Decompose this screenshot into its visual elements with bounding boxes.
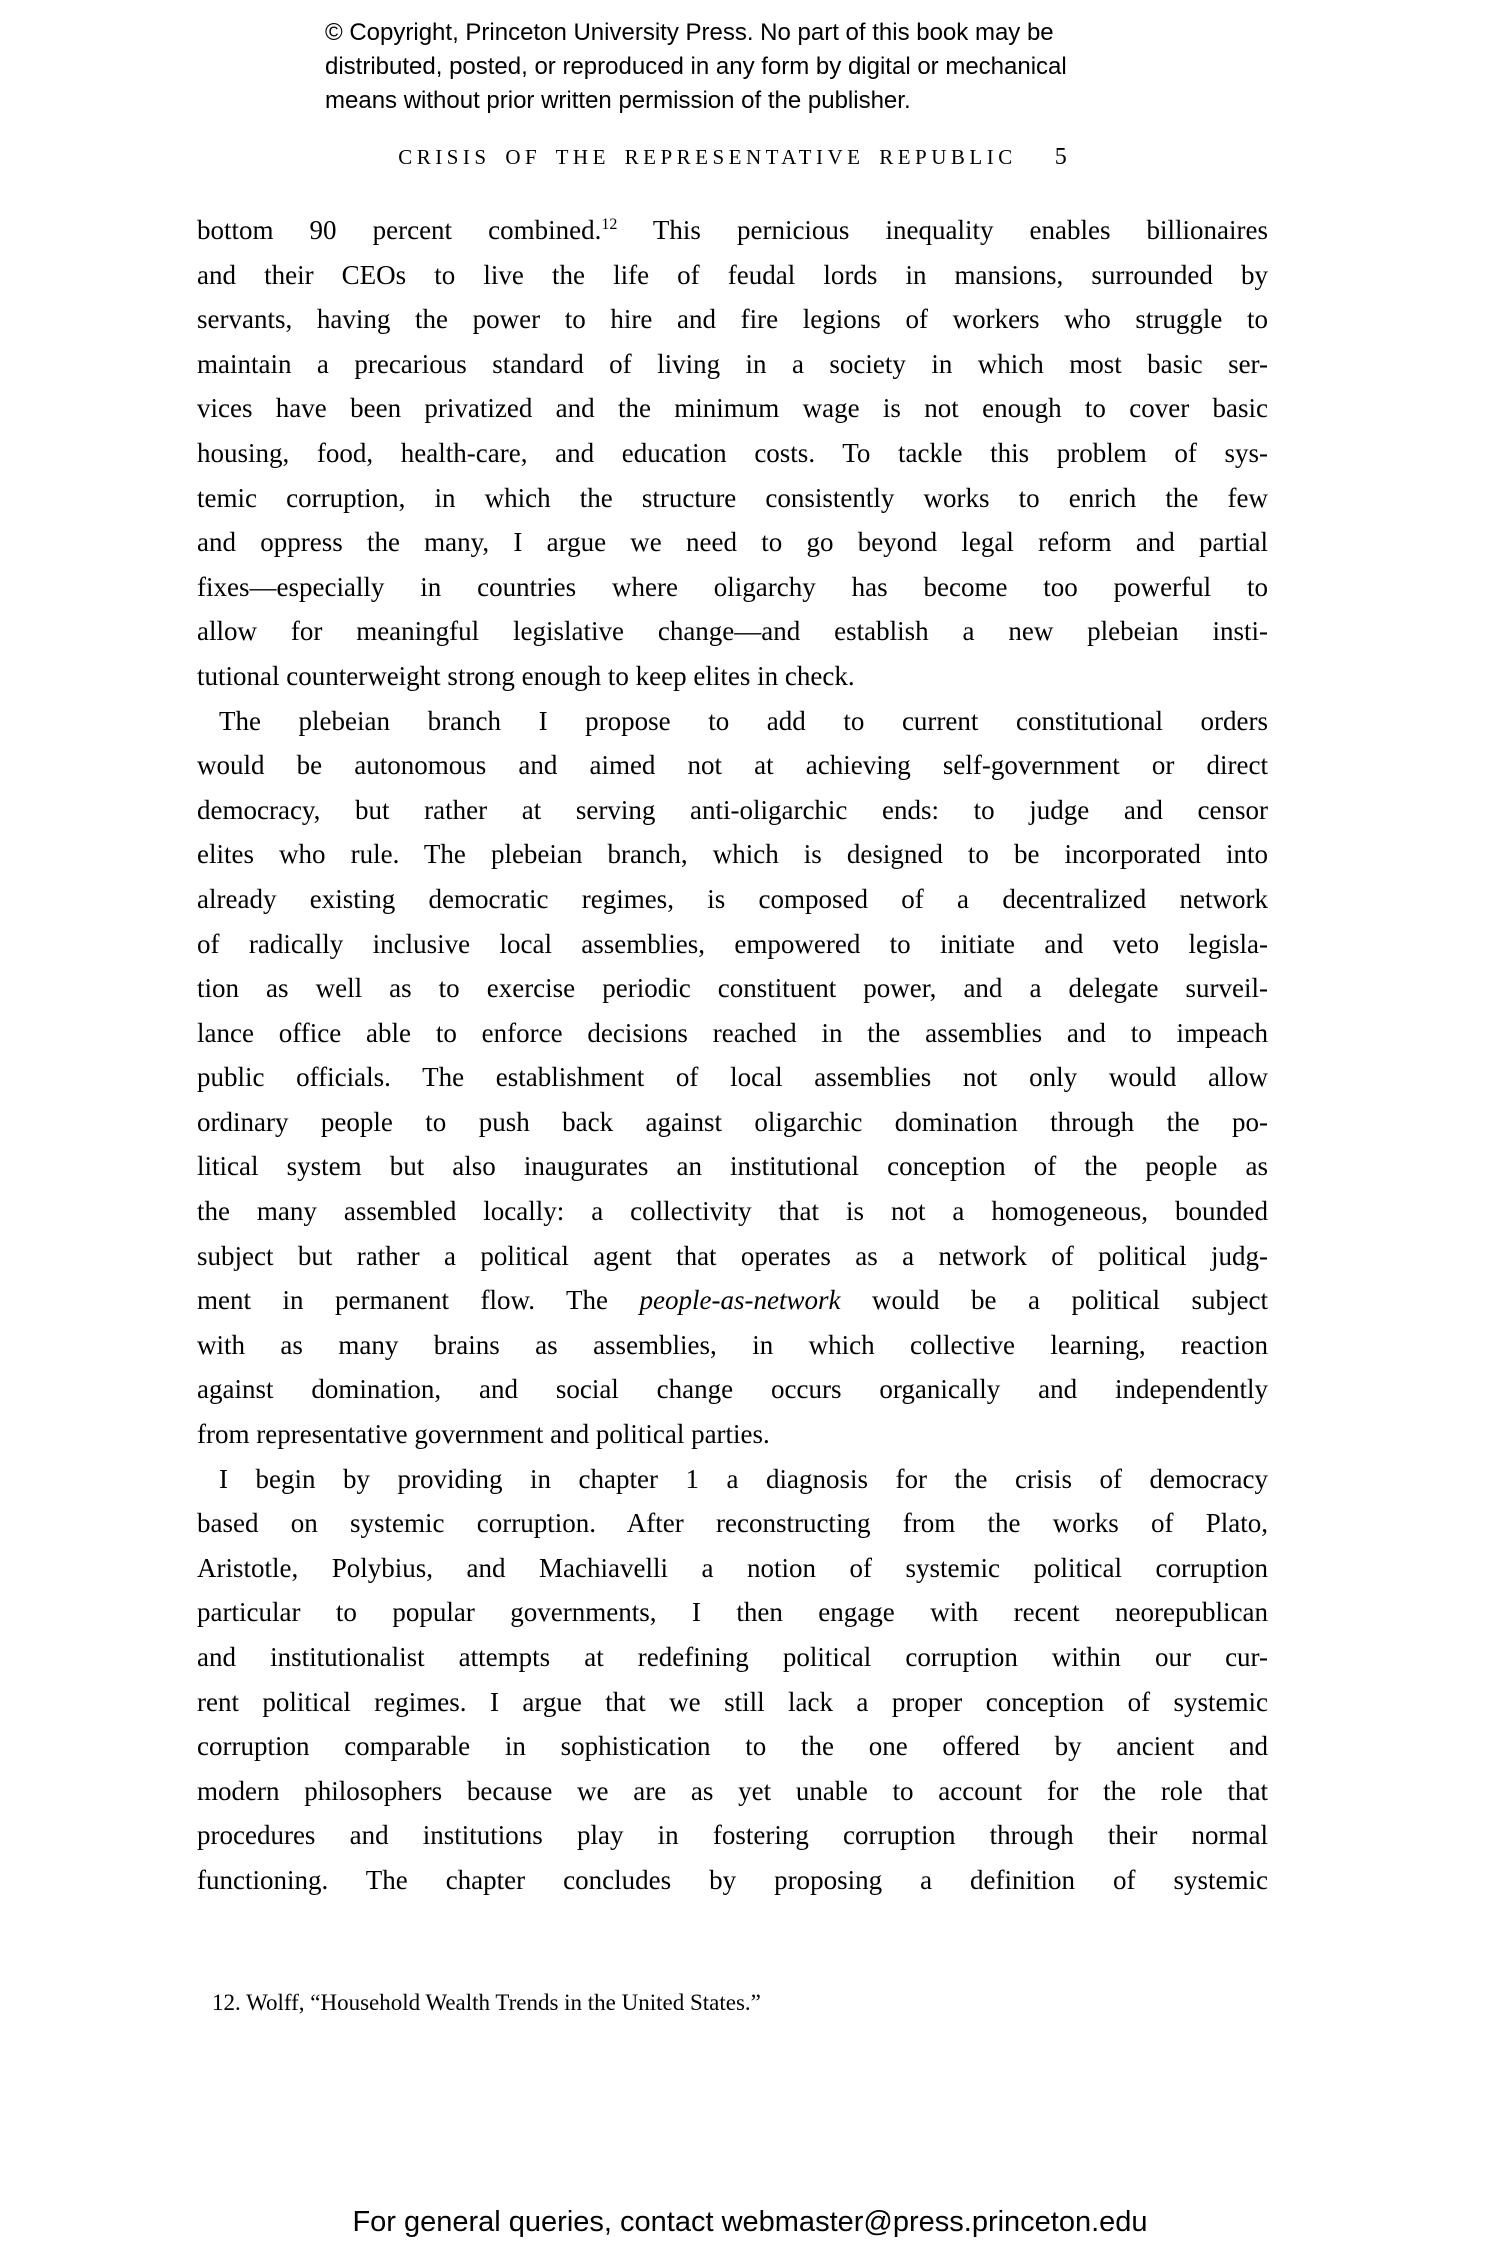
- text-line: and their CEOs to live the life of feudal lords in mansions, surrounded by: [197, 259, 1268, 290]
- paragraph: [197, 208, 1268, 699]
- text-line: © Copyright, Princeton University Press. No part of this book may be: [325, 19, 1054, 46]
- text-line: modern philosophers because we are as yet unable to account for the role that: [197, 1775, 1268, 1806]
- text-line: procedures and institutions play in fostering corruption through their normal: [197, 1820, 1268, 1851]
- text-line: I begin by providing in chapter 1 a diagnosis for the crisis of democracy: [219, 1463, 1268, 1494]
- text-line: vices have been privatized and the minimum wage is not enough to cover basic: [197, 393, 1268, 424]
- text-line: and institutionalist attempts at redefining political corruption within our cur-: [197, 1642, 1268, 1672]
- text-line: allow for meaningful legislative change—and establish a new plebeian insti-: [197, 616, 1268, 647]
- page-footer: [0, 2206, 1500, 2239]
- text-line: ment in permanent flow. The people-as-network would be a political subject: [197, 1285, 1268, 1316]
- text-line: lance office able to enforce decisions reached in the assemblies and to impeach: [197, 1017, 1268, 1048]
- paragraph: [197, 699, 1268, 1457]
- text-line: means without prior written permission of the publisher.: [325, 87, 911, 114]
- text-line: with as many brains as assemblies, in which collective learning, reaction: [197, 1329, 1268, 1360]
- text-line: and oppress the many, I argue we need to go beyond legal reform and partial: [197, 527, 1268, 558]
- body-text: [197, 208, 1268, 1903]
- text-line: functioning. The chapter concludes by proposing a definition of systemic: [197, 1864, 1268, 1895]
- text-line: from representative government and political parties.: [197, 1419, 770, 1450]
- text-line: The plebeian branch I propose to add to current constitutional orders: [219, 705, 1268, 736]
- text-line: corruption comparable in sophistication to the one offered by ancient and: [197, 1731, 1268, 1762]
- text-line: tion as well as to exercise periodic constituent power, and a delegate surveil-: [197, 973, 1268, 1004]
- text-line: subject but rather a political agent that operates as a network of political judg-: [197, 1240, 1268, 1271]
- paragraph: [197, 1457, 1268, 1903]
- text-line: of radically inclusive local assemblies, empowered to initiate and veto legisla-: [197, 928, 1268, 959]
- text-line: particular to popular governments, I then engage with recent neorepublican: [197, 1597, 1268, 1628]
- text-line: the many assembled locally: a collectivity that is not a homogeneous, bounded: [197, 1196, 1268, 1227]
- text-line: litical system but also inaugurates an institutional conception of the people as: [197, 1151, 1268, 1182]
- text-line: fixes—especially in countries where oligarchy has become too powerful to: [197, 571, 1268, 602]
- text-line: housing, food, health-care, and education costs. To tackle this problem of sys-: [197, 437, 1268, 468]
- text-line: elites who rule. The plebeian branch, which is designed to be incorporated into: [197, 839, 1268, 870]
- text-line: distributed, posted, or reproduced in any form by digital or mechanical: [325, 53, 1067, 80]
- footnote: [212, 1988, 761, 2018]
- text-line: rent political regimes. I argue that we still lack a proper conception of systemic: [197, 1686, 1268, 1717]
- footer-text: For general queries, contact webmaster@press.princeton.edu: [352, 2206, 1148, 2238]
- text-line: Aristotle, Polybius, and Machiavelli a notion of systemic political corruption: [197, 1552, 1268, 1583]
- text-line: public officials. The establishment of local assemblies not only would allow: [197, 1062, 1268, 1093]
- text-line: ordinary people to push back against oligarchic domination through the po-: [197, 1106, 1268, 1137]
- text-line: already existing democratic regimes, is composed of a decentralized network: [197, 883, 1268, 914]
- text-line: temic corruption, in which the structure consistently works to enrich the few: [197, 482, 1268, 513]
- text-line: tutional counterweight strong enough to keep elites in check.: [197, 660, 855, 691]
- text-line: against domination, and social change occurs organically and independently: [197, 1374, 1268, 1405]
- text-line: democracy, but rather at serving anti-oligarchic ends: to judge and censor: [197, 794, 1268, 825]
- text-line: maintain a precarious standard of living in a society in which most basic ser-: [197, 348, 1268, 379]
- text-line: based on systemic corruption. After reconstructing from the works of Plato,: [197, 1508, 1268, 1539]
- copyright-notice: [325, 16, 1067, 118]
- text-line: would be autonomous and aimed not at achieving self-government or direct: [197, 750, 1268, 781]
- text-line: bottom 90 percent combined.$^{12}$ This pernicious inequality enables billionaires: [197, 215, 1268, 245]
- page-number: 5: [1054, 144, 1067, 170]
- footnote-text: 12. Wolff, “Household Wealth Trends in the United States.”: [212, 1990, 761, 2015]
- text-line: servants, having the power to hire and fire legions of workers who struggle to: [197, 304, 1268, 335]
- running-head-title: CRISIS OF THE REPRESENTATIVE REPUBLIC: [398, 145, 1017, 169]
- running-head: [197, 144, 1268, 171]
